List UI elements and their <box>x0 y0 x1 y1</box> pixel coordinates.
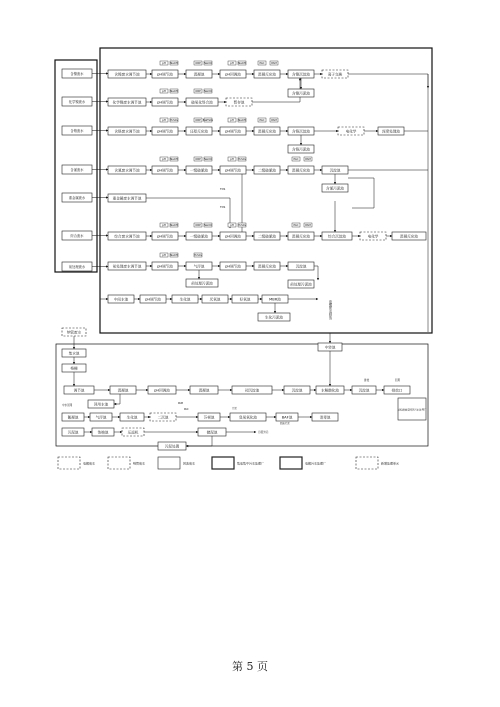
outlet-pool-label: 中转池 <box>324 345 336 350</box>
tag-pam-g <box>304 223 312 227</box>
row-nickel-adjust-label: pH回调池 <box>225 72 241 77</box>
tag-ph-cr-label: pH <box>162 119 166 123</box>
lower-sludgeA-label: 污泥池 <box>67 430 79 435</box>
row-chrome-electro-label: 电化学 <box>345 129 357 134</box>
row-chemni-break-label: 破氧化络合池 <box>191 100 213 105</box>
lower-fenton <box>198 413 220 421</box>
row-general-ph <box>152 232 178 240</box>
row-chrome-adjust <box>220 127 246 135</box>
tag-orp-n-label: ORP <box>195 62 201 66</box>
row-chrome-reuse <box>378 127 404 135</box>
lower-outfall-label: 排放口 <box>391 388 403 393</box>
source-stream-5 <box>62 231 92 240</box>
source-stream-3 <box>62 165 92 174</box>
row-chemni-regulate-label: 化学镍废水调节池 <box>112 100 142 105</box>
plating-discharge-label: 电镀废水排放 <box>328 300 332 320</box>
row-cyanide-ph <box>152 166 178 174</box>
lower-grid <box>62 364 86 372</box>
lower-sedim <box>284 386 310 394</box>
row-nickel-coag-label: 混凝反应池 <box>258 72 276 77</box>
tag-naoh-cr <box>238 118 246 122</box>
row-cyanide-breakB <box>254 166 280 174</box>
tag-ph-g <box>160 223 168 227</box>
row-chrome-reduce-label: 还原反应池 <box>190 129 208 134</box>
tag-ph-cy2-label: pH <box>230 158 234 162</box>
lower-equal-label: 调节池 <box>73 388 85 393</box>
lower-collect-label: 集水池 <box>68 351 80 356</box>
row-chrome-coag <box>254 127 280 135</box>
tag-ph-cy <box>160 157 168 161</box>
lower-sludgeB <box>92 428 114 436</box>
lower-deep-label: 生化池 <box>126 415 138 420</box>
lower-treat <box>158 442 186 450</box>
lower-deep <box>120 413 144 421</box>
tag-ph-g-label: pH <box>162 224 166 228</box>
tag-h2so4-p-label: H₂SO₄ <box>194 254 202 258</box>
row-general-reuse-label: 混凝反应池 <box>400 234 418 239</box>
row-cyanide-breakB-label: 二级破氰池 <box>258 168 276 173</box>
row-general-coag-label: 混凝反应池 <box>292 234 310 239</box>
row-general-breakA-label: 一级破氰池 <box>190 234 208 239</box>
row-nickel-ion <box>322 70 348 78</box>
tag-pam-cr-label: PAM <box>271 119 277 123</box>
lower-clar <box>150 413 176 421</box>
legend-item <box>280 457 326 469</box>
source-stream-6 <box>62 262 92 271</box>
tag-orp-c-label: ORP <box>195 90 201 94</box>
legend-item <box>58 457 95 469</box>
row-mid-adjust <box>140 295 166 303</box>
row-cyanide-coag <box>288 166 314 174</box>
lower-final-label: 沉淀池 <box>358 388 370 393</box>
tag-naclo-cy <box>204 157 212 161</box>
row-chemni-regulate <box>108 98 146 106</box>
tag-ph-c <box>160 89 168 93</box>
lower-outfall <box>384 386 410 394</box>
legend-swatch <box>356 457 378 469</box>
row-mid-mbr <box>262 295 288 303</box>
tag-naclo-g <box>204 223 212 227</box>
row-pre-air <box>186 262 212 270</box>
legend-label: 回流废水 <box>183 461 196 466</box>
row-chrome-adjust-label: pH调节池 <box>225 129 241 134</box>
lower-reclaim <box>398 398 427 420</box>
legend-item <box>158 457 195 469</box>
row-general-adjust-label: pH回调池 <box>225 234 241 239</box>
tag-naoh-g <box>170 223 178 227</box>
lower-anoxic-label: 初沉淀池 <box>244 388 260 393</box>
source-stream-0-label: 含镍废水 <box>70 72 84 77</box>
legend-item <box>108 457 145 469</box>
row-pre-ph-label: pH调节池 <box>157 264 173 269</box>
row-general-breakB <box>254 232 280 240</box>
row-pre-settle <box>288 262 314 270</box>
row-cyanide-breakA <box>186 166 212 174</box>
lower-filter-label: BAF池 <box>281 415 293 420</box>
row-pre-air-label: 气浮池 <box>193 264 205 269</box>
legend-label: 新增处理单元 <box>381 461 400 466</box>
row-mid-bio-label: 生化池 <box>179 297 191 302</box>
tag-naoh-cy-label: NaOH <box>170 158 178 162</box>
lower-adjust-label: 混凝池 <box>117 388 129 393</box>
tag-ph-p-label: pH <box>162 254 166 258</box>
lower-equal <box>64 386 94 394</box>
row-cyanide-ph2-label: pH调节池 <box>225 168 241 173</box>
legend-label: 电镀污水处理厂 <box>305 461 327 466</box>
row-cyanide-ph-label: pH调节池 <box>157 168 173 173</box>
row-chemni-ph-label: pH调节池 <box>157 100 173 105</box>
tag-ph-cr <box>160 118 168 122</box>
tag-nahso3-cr-label: NaHSO₃ <box>202 119 214 123</box>
row-general-ph-label: pH调节池 <box>157 234 173 239</box>
legend-item <box>212 457 264 469</box>
source-stream-1 <box>62 97 92 106</box>
lower-o3-label: 臭氧氧化池 <box>239 415 257 420</box>
row-mid-bio <box>172 295 198 303</box>
row-chrome-settle-label: 含铬沉淀池 <box>292 129 310 134</box>
tag-h2so4-p <box>194 253 202 257</box>
row-mid-mix-label: 中间水池 <box>113 297 129 302</box>
legend-swatch <box>158 457 180 469</box>
row-nickel-sludge <box>288 89 314 97</box>
flow-line <box>314 266 318 280</box>
legend-swatch <box>108 457 130 469</box>
tag-naoh-n2-label: NaOH <box>238 62 246 66</box>
row-mid-mix <box>108 295 134 303</box>
tag-pam-n-label: PAM <box>271 62 277 66</box>
lower-disinfect <box>312 413 338 421</box>
tag-pam-n <box>270 61 278 65</box>
row-mid-adjust-label: pH调节池 <box>145 297 161 302</box>
lower-coag-label: 絮凝池 <box>67 415 79 420</box>
tag-pac-cy <box>292 157 300 161</box>
tag-pam-cr <box>270 118 278 122</box>
row-chrome-ph <box>152 127 178 135</box>
tag-h2so4-cr <box>170 118 178 122</box>
row-pre-phb-label: pH调节池 <box>225 264 241 269</box>
lower-sedim-label: 沉淀池 <box>291 388 303 393</box>
tag-ph-cy-label: pH <box>162 158 166 162</box>
row-nickel-settle <box>288 70 314 78</box>
row-chemni-break <box>186 98 218 106</box>
tag-naoh-n <box>170 61 178 65</box>
lower-reclaim-label: 达标排放至园区污水处理厂 <box>397 408 427 412</box>
tag-h2so4-g <box>238 223 246 227</box>
row-nickel-coag <box>254 70 280 78</box>
tag-naoh-p <box>170 253 178 257</box>
tds-label-2: TDS <box>220 206 226 209</box>
tag-pam-cy-label: PAM <box>305 158 311 162</box>
row-mid-sludge-top <box>288 280 314 288</box>
row-general-coag <box>288 232 314 240</box>
row-cyanide-settle <box>322 166 348 174</box>
tag-naoh-n2 <box>238 61 246 65</box>
lower-mbr <box>316 386 344 394</box>
tag-naoh-g-label: NaOH <box>170 224 178 228</box>
flow-line <box>146 198 230 228</box>
row-chrome-regulate-label: 含铬废水调节池 <box>114 129 140 134</box>
lower-settle1 <box>190 386 218 394</box>
row-pre-ph <box>152 262 178 270</box>
legend-label: 电镀废水 <box>83 461 96 466</box>
tag-naclo-n-label: NaClO <box>203 62 213 66</box>
lower-air <box>90 413 112 421</box>
tag-pac-n-label: PAC <box>259 62 265 66</box>
lower-intake-label: 纳管废水 <box>66 330 82 335</box>
lower-grid-label: 格栅 <box>70 366 78 371</box>
lower-settle1-label: 混凝池 <box>198 388 210 393</box>
lower-recycle: 回流污泥 <box>280 422 290 425</box>
tag-pac-g <box>292 223 300 227</box>
tag-orp-g <box>194 223 202 227</box>
tag-orp-cr-label: ORP <box>195 119 201 123</box>
legend-item <box>356 457 399 469</box>
row-cyanide-coag-label: 混凝反应池 <box>292 168 310 173</box>
tag-orp-cy <box>194 157 202 161</box>
lower-note-discharge: 排放 <box>364 379 370 382</box>
tag-pac-cy-label: PAC <box>293 158 299 162</box>
lower-sludgeC-label: 压滤机 <box>127 430 139 435</box>
tag-ph-g2 <box>228 223 236 227</box>
row-nickel-settle-label: 含镍沉淀池 <box>292 72 310 77</box>
source-stream-3-label: 含氰废水 <box>70 168 84 173</box>
row-chemni-store <box>226 98 252 106</box>
row-chrome-sludge <box>288 145 314 153</box>
tag-pac-cr <box>258 118 266 122</box>
lower-dry: 污泥外运 <box>258 431 269 434</box>
row-nickel-regulate <box>108 70 146 78</box>
lower-store <box>198 428 226 436</box>
source-stream-4 <box>62 193 92 202</box>
row-mid-sludge-top-label: 前处理污泥池 <box>290 282 312 287</box>
lower-fenton-label: 芬顿池 <box>203 415 215 420</box>
lower-sludgeB-label: 浓缩池 <box>97 430 109 435</box>
lower-p1 <box>88 400 114 408</box>
lower-collect <box>62 349 86 357</box>
source-stream-1-label: 化学镍废水 <box>68 100 86 105</box>
row-mid-oxi-label: 好氧池 <box>239 297 251 302</box>
row-general-settle-label: 综合沉淀池 <box>328 234 346 239</box>
legend-label: 集成集中污水处理厂 <box>237 461 265 466</box>
tag-ph-g2-label: pH <box>230 224 234 228</box>
tag-naoh-cy <box>170 157 178 161</box>
source-stream-5-label: 综合废水 <box>70 234 84 239</box>
source-stream-2-label: 含铬废水 <box>70 129 84 134</box>
lower-intake <box>62 328 86 336</box>
row-pre-settle-label: 沉淀池 <box>295 264 307 269</box>
tag-ph-n2-label: pH <box>230 62 234 66</box>
row-pre-sludge-label: 前处理污泥池 <box>191 281 213 286</box>
lower-note-reuse: 回用 <box>395 379 401 382</box>
legend <box>58 457 399 469</box>
lower-clar-label: 二沉池 <box>157 415 169 420</box>
row-chrome-electro <box>338 127 364 135</box>
lower-pac: PAC <box>184 408 189 411</box>
row-mid-oxi <box>232 295 258 303</box>
row-chrome-ph-label: pH调节池 <box>157 129 173 134</box>
lower-final <box>352 386 376 394</box>
page-number: 第 5 页 <box>232 660 268 673</box>
row-general-settle <box>322 232 352 240</box>
tag-h2so4-cy <box>238 157 246 161</box>
tag-orp-cr <box>194 118 202 122</box>
tag-pam-g-label: PAM <box>305 224 311 228</box>
lower-air-label: 气浮池 <box>95 415 107 420</box>
tag-orp-cy-label: ORP <box>195 158 201 162</box>
tag-ph-cr2-label: pH <box>230 119 234 123</box>
row-general-breakA <box>186 232 212 240</box>
row-heavy-regulate-label: 重金属废水调节池 <box>112 196 142 201</box>
tag-naoh-cr-label: NaOH <box>238 119 246 123</box>
row-pre-regulate <box>108 262 146 270</box>
tag-h2so4-cy-label: H₂SO₄ <box>238 158 246 162</box>
row-chrome-regulate <box>108 127 146 135</box>
row-nickel-regulate-label: 含镍废水调节池 <box>114 72 140 77</box>
tag-ph-c-label: pH <box>162 90 166 94</box>
tag-naclo-g-label: NaClO <box>203 224 213 228</box>
plating-plant-frame <box>100 48 432 333</box>
tag-pam-cy <box>304 157 312 161</box>
tag-orp-c <box>194 89 202 93</box>
tag-orp-g-label: ORP <box>195 224 201 228</box>
source-stream-4-label: 重金属废水 <box>68 196 86 201</box>
tag-nahso3-cr <box>203 118 213 122</box>
lower-treat-label: 污泥处置 <box>164 444 180 449</box>
row-nickel-oxid <box>186 70 212 78</box>
tag-naoh-c-label: NaOH <box>170 90 178 94</box>
lower-ph-label: pH回调池 <box>154 388 170 393</box>
row-mid-anaer-label: 厌氧池 <box>209 297 221 302</box>
outlet-pool <box>318 343 342 351</box>
tag-pac-cr-label: PAC <box>259 119 265 123</box>
legend-swatch <box>58 457 80 469</box>
lower-ph <box>148 386 176 394</box>
lower-coag <box>62 413 84 421</box>
row-chrome-reuse-label: 深度处理池 <box>382 129 400 134</box>
tag-naclo-c-label: NaClO <box>203 90 213 94</box>
row-nickel-ph-label: pH调节池 <box>157 72 173 77</box>
row-general-regulate-label: 综合废水调节池 <box>114 234 140 239</box>
tag-ph-n1-label: pH <box>162 62 166 66</box>
row-chrome-reduce <box>186 127 212 135</box>
row-cyanide-ph2 <box>220 166 246 174</box>
lower-sludgeA <box>62 428 84 436</box>
row-pre-sludge <box>186 279 218 287</box>
lower-pam: PAM <box>178 402 183 405</box>
row-nickel-oxid-label: 混凝池 <box>193 72 205 77</box>
tag-pac-n <box>258 61 266 65</box>
row-nickel-ion-label: 离子交换 <box>327 72 343 77</box>
row-pre-phb <box>220 262 246 270</box>
flow-line <box>348 74 428 88</box>
tag-naclo-cy-label: NaClO <box>203 158 213 162</box>
tag-naoh-p-label: NaOH <box>170 254 178 258</box>
tag-ph-p <box>160 253 168 257</box>
tag-h2so4-cr-label: H₂SO₄ <box>170 119 178 123</box>
lower-mbr-label: 水解酸化池 <box>321 388 339 393</box>
tag-naclo-c <box>204 89 212 93</box>
row-general-breakB-label: 二级破氰池 <box>258 234 276 239</box>
source-stream-6-label: 前处理废水 <box>68 265 86 270</box>
lower-p1-label: 回用水池 <box>93 402 109 407</box>
lower-filter <box>276 413 298 421</box>
row-pre-regulate-label: 前处理废水调节池 <box>112 264 142 269</box>
row-mid-anaer <box>202 295 228 303</box>
row-general-electro <box>360 232 386 240</box>
lower-disinfect-label: 消毒池 <box>319 415 331 420</box>
row-pre-coag <box>254 262 280 270</box>
source-stream-2 <box>62 126 92 135</box>
row-chrome-settle <box>288 127 314 135</box>
tds-label-1: TDS <box>220 188 226 191</box>
row-cyanide-sludge <box>322 184 348 192</box>
row-cyanide-settle-label: 沉淀池 <box>329 168 341 173</box>
row-mid-sludge-label: 生化污泥池 <box>265 315 283 320</box>
process-boxes <box>58 61 427 469</box>
row-nickel-sludge-label: 含镍污泥池 <box>292 91 310 96</box>
legend-swatch <box>212 457 234 469</box>
lower-anoxic <box>232 386 272 394</box>
tag-ph-n1 <box>160 61 168 65</box>
row-mid-mbr-label: MBR池 <box>269 297 281 302</box>
flow-line <box>348 178 374 208</box>
row-chemni-ph <box>152 98 178 106</box>
tag-naoh-c <box>170 89 178 93</box>
row-cyanide-regulate-label: 含氰废水调节池 <box>114 168 140 173</box>
row-chemni-store-label: 暂存池 <box>233 100 245 105</box>
row-heavy-regulate <box>108 194 146 202</box>
tag-h2so4-g-label: H₂SO₄ <box>238 224 246 228</box>
row-general-electro-label: 电化学 <box>367 234 379 239</box>
row-general-regulate <box>108 232 146 240</box>
legend-swatch <box>280 457 302 469</box>
row-general-adjust <box>220 232 246 240</box>
source-stream-0 <box>62 69 92 78</box>
tag-ph-cr2 <box>228 118 236 122</box>
tag-naclo-n <box>204 61 212 65</box>
row-general-reuse <box>392 232 426 240</box>
tag-orp-n <box>194 61 202 65</box>
tag-pac-g-label: PAC <box>293 224 299 228</box>
lower-store-label: 储泥池 <box>206 430 218 435</box>
row-cyanide-sludge-label: 含氰污泥池 <box>326 186 344 191</box>
lower-sludgeC <box>122 428 144 436</box>
tag-ph-cy2 <box>228 157 236 161</box>
lower-sludge-note: 污泥 <box>232 407 237 410</box>
lower-p2-label: 中水回用 <box>62 404 73 407</box>
row-nickel-ph <box>152 70 178 78</box>
legend-label: 纳管废水 <box>133 461 146 466</box>
lower-o3 <box>230 413 266 421</box>
row-chrome-sludge-label: 含铬污泥池 <box>292 147 310 152</box>
flow-line <box>186 436 212 446</box>
row-nickel-adjust <box>220 70 246 78</box>
row-pre-coag-label: 混凝反应池 <box>258 264 276 269</box>
row-mid-sludge <box>258 313 290 321</box>
row-cyanide-regulate <box>108 166 146 174</box>
lower-adjust <box>110 386 136 394</box>
tag-ph-n2 <box>228 61 236 65</box>
row-cyanide-breakA-label: 一级破氰池 <box>190 168 208 173</box>
tag-naoh-n-label: NaOH <box>170 62 178 66</box>
row-chrome-coag-label: 混凝反应池 <box>258 129 276 134</box>
